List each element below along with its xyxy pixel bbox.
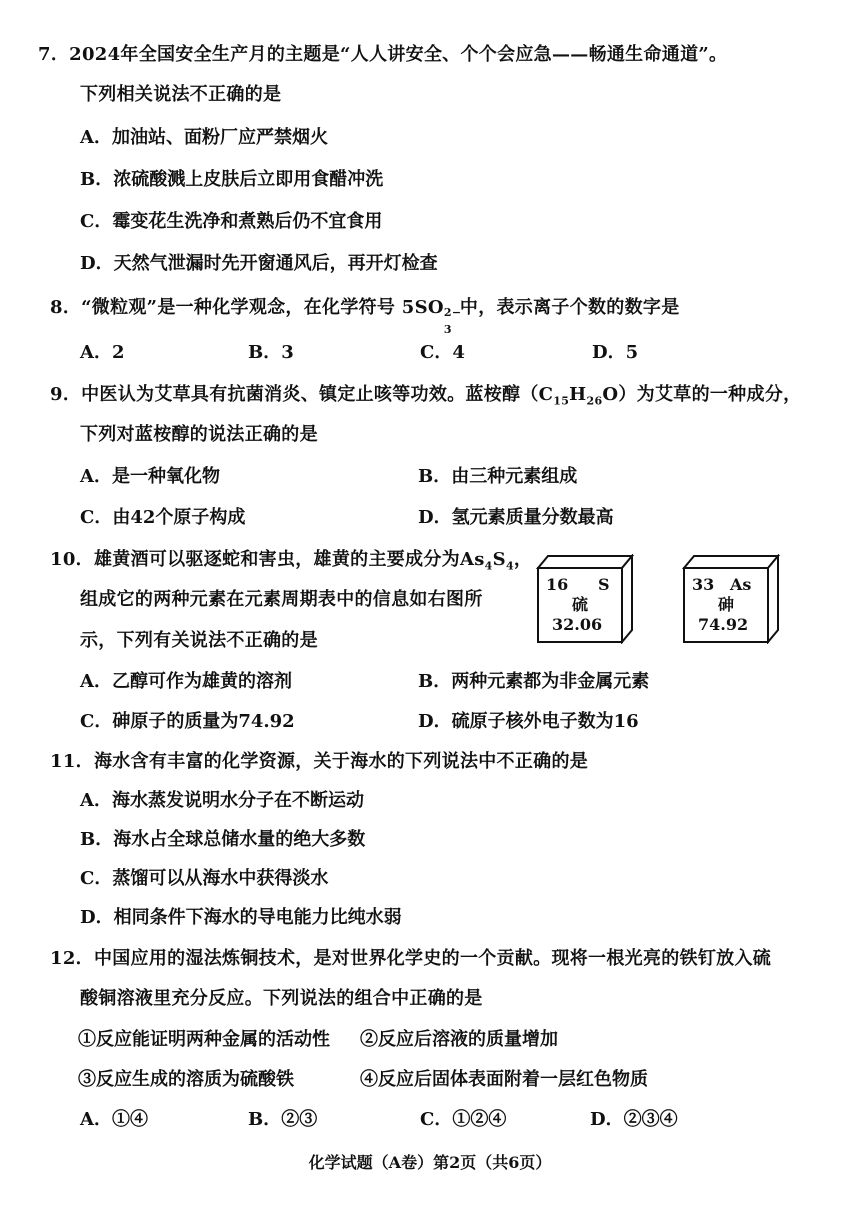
q10-option-d: D．硫原子核外电子数为16: [418, 711, 639, 732]
q9-stem-pre: 9．中医认为艾草具有抗菌消炎、镇定止咳等功效。蓝桉醇（C: [50, 384, 554, 405]
q10-stem-2: 组成它的两种元素在元素周期表中的信息如右图所: [80, 589, 483, 610]
q8-option-b: B．3: [248, 342, 294, 363]
q12-statement-1: ①反应能证明两种金属的活动性: [78, 1029, 330, 1050]
q9-stem-post: O）为艾草的一种成分，: [602, 384, 802, 405]
q10-s: S: [492, 549, 506, 570]
q10-option-b: B．两种元素都为非金属元素: [418, 671, 650, 692]
q12-option-d: D．②③④: [590, 1109, 678, 1130]
q12-option-a: A．①④: [80, 1109, 148, 1130]
q12-stem: 12．中国应用的湿法炼铜技术，是对世界化学史的一个贡献。现将一根光亮的铁钉放入硫: [50, 948, 772, 969]
arsenic-mass: 74.92: [698, 615, 749, 634]
q8-option-a: A．2: [80, 342, 125, 363]
q11-stem: 11．海水含有丰富的化学资源，关于海水的下列说法中不正确的是: [50, 751, 589, 772]
q8-stem-pre: 8．“微粒观”是一种化学观念，在化学符号 5SO: [50, 297, 444, 318]
q12-option-c: C．①②④: [420, 1109, 507, 1130]
arsenic-name: 砷: [718, 595, 735, 614]
q7-option-d: D．天然气泄漏时先开窗通风后，再开灯检查: [80, 253, 438, 274]
q10-sub-as: 4: [484, 559, 493, 573]
q10-stem-pre: 10．雄黄酒可以驱逐蛇和害虫，雄黄的主要成分为As: [50, 549, 485, 570]
sulfur-mass: 32.06: [552, 615, 603, 634]
q10-sub-s: 4: [505, 559, 514, 573]
q12-statement-2: ②反应后溶液的质量增加: [360, 1029, 558, 1050]
q12-stem-2: 酸铜溶液里充分反应。下列说法的组合中正确的是: [80, 988, 483, 1009]
sulfur-name: 硫: [572, 595, 589, 614]
q9-h: H: [569, 384, 587, 405]
q9-stem-2: 下列对蓝桉醇的说法正确的是: [80, 424, 318, 445]
q7-stem: 7．2024年全国安全生产月的主题是“人人讲安全、个个会应急——畅通生命通道”。: [38, 44, 728, 65]
q9-sub-h: 26: [586, 394, 603, 408]
q8-option-d: D．5: [592, 342, 639, 363]
q9-stem: [50, 384, 801, 413]
q9-option-a: A．是一种氧化物: [80, 466, 220, 487]
q9-option-b: B．由三种元素组成: [418, 466, 578, 487]
q10-stem-post: ，: [513, 549, 533, 570]
q7-stem-2: 下列相关说法不正确的是: [80, 84, 282, 105]
q12-statement-4: ④反应后固体表面附着一层红色物质: [360, 1069, 648, 1090]
q7-option-c: C．霉变花生洗净和煮熟后仍不宜食用: [80, 211, 383, 232]
q8-subscript: 3: [443, 323, 452, 336]
q8-option-c: C．4: [420, 342, 465, 363]
q7-option-b: B．浓硫酸溅上皮肤后立即用食醋冲洗: [80, 169, 384, 190]
q11-option-d: D．相同条件下海水的导电能力比纯水弱: [80, 907, 402, 928]
element-tile-sulfur: [536, 554, 636, 644]
q8-stem-post: 中，表示离子个数的数字是: [459, 297, 680, 318]
q10-stem: [50, 549, 532, 578]
q9-option-d: D．氢元素质量分数最高: [418, 507, 614, 528]
q11-option-b: B．海水占全球总储水量的绝大多数: [80, 829, 366, 850]
q9-option-c: C．由42个原子构成: [80, 507, 246, 528]
page-footer: 化学试题（A卷）第2页（共6页）: [308, 1153, 552, 1172]
q10-option-a: A．乙醇可作为雄黄的溶剂: [80, 671, 292, 692]
q12-statement-3: ③反应生成的溶质为硫酸铁: [78, 1069, 294, 1090]
q9-sub-c: 15: [553, 394, 570, 408]
sulfur-symbol: S: [598, 575, 610, 594]
q8-stem: [50, 297, 680, 336]
q10-stem-3: 示，下列有关说法不正确的是: [80, 630, 318, 651]
q11-option-c: C．蒸馏可以从海水中获得淡水: [80, 868, 329, 889]
q8-charge: 2−: [443, 306, 462, 319]
arsenic-number: 33: [692, 575, 715, 594]
element-tile-arsenic: [682, 554, 782, 644]
arsenic-symbol: As: [730, 575, 752, 594]
q12-option-b: B．②③: [248, 1109, 318, 1130]
q11-option-a: A．海水蒸发说明水分子在不断运动: [80, 790, 364, 811]
q7-option-a: A．加油站、面粉厂应严禁烟火: [80, 127, 328, 148]
q10-option-c: C．砷原子的质量为74.92: [80, 711, 295, 732]
sulfur-number: 16: [546, 575, 569, 594]
